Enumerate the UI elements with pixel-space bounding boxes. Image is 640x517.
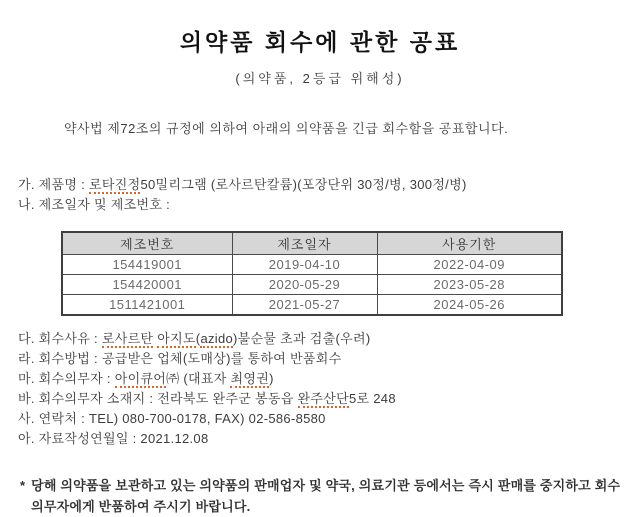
lot-number-cell: 154420001 [62,275,232,295]
mfg-date-cell: 2019-04-10 [232,255,377,275]
page-title: 의약품 회수에 관한 공표 [179,29,461,55]
mfg-date-cell: 2021-05-27 [232,295,377,316]
table-row [62,295,562,316]
expiry-date-cell: 2023-05-28 [377,275,562,295]
mfg-date-cell: 2020-05-29 [232,275,377,295]
item-product-name: 가. 제품명 : 로타진정50밀리그램 (로사르탄칼륨)(포장단위 30정/병, 300정/병) [18,177,467,192]
page-subtitle: (의약품, 2등급 위해성) [235,71,405,86]
lot-table [61,231,563,316]
item-list [18,175,640,449]
footnote-asterisk: * [20,478,26,493]
footnote-text: 당해 의약품을 보관하고 있는 의약품의 판매업자 및 약국, 의료기관 등에서는 즉시 판매를 중지하고 회수의무자에게 반품하여 주시기 바랍니다. [31,478,621,514]
intro-paragraph: 약사법 제72조의 규정에 의하여 아래의 의약품을 긴급 회수함을 공표합니다. [64,121,509,136]
item-mfg-info-heading: 나. 제조일자 및 제조번호 : [18,197,171,212]
column-header-mfg-date: 제조일자 [232,232,377,255]
footnote [20,475,622,517]
item-recall-obligor: 마. 회수의무자 : 아이큐어㈜ (대표자 최영권) [18,371,274,386]
expiry-date-cell: 2022-04-09 [377,255,562,275]
expiry-date-cell: 2024-05-26 [377,295,562,316]
lot-table-header-row [62,232,562,255]
recall-notice-document [0,24,640,514]
lot-number-cell: 154419001 [62,255,232,275]
column-header-expiry-date: 사용기한 [377,232,562,255]
item-recall-method: 라. 회수방법 : 공급받은 업체(도매상)를 통하여 반품회수 [18,351,342,366]
item-document-date: 아. 자료작성연월일 : 2021.12.08 [18,431,209,446]
table-row [62,275,562,295]
table-row [62,255,562,275]
lot-number-cell: 1511421001 [62,295,232,316]
column-header-lot-number: 제조번호 [62,232,232,255]
item-contact: 사. 연락처 : TEL) 080-700-0178, FAX) 02-586-8580 [18,411,326,426]
item-obligor-address: 바. 회수의무자 소재지 : 전라북도 완주군 봉동읍 완주산단5로 248 [18,391,396,406]
item-recall-reason: 다. 회수사유 : 로사르탄 아지도(azido)불순물 초과 검출(우려) [18,331,371,346]
